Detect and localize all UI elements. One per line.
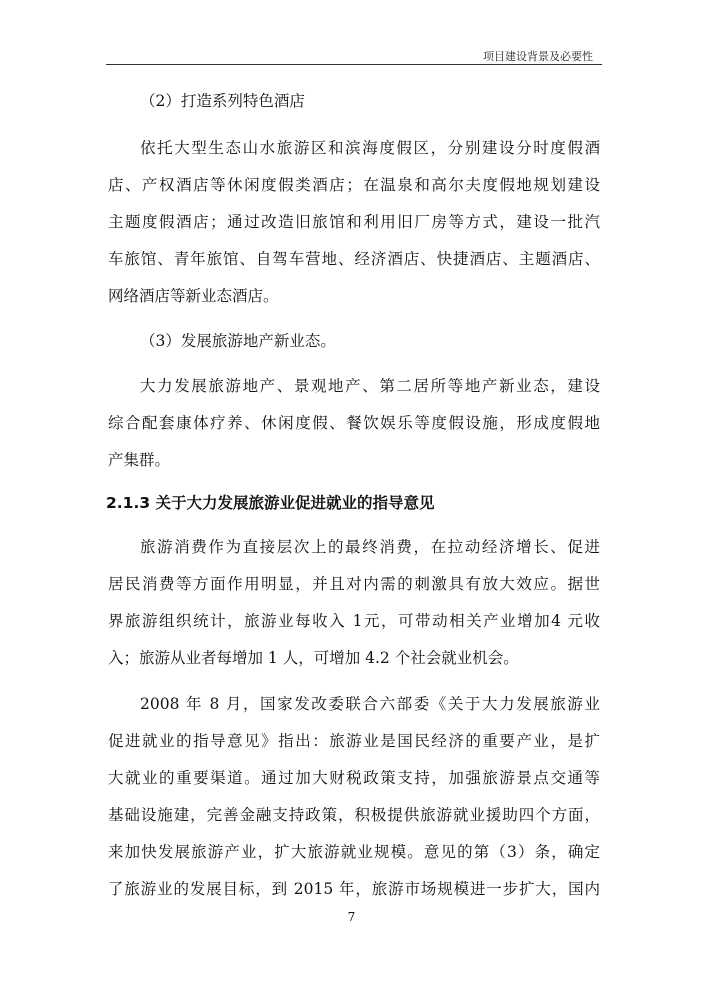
body-line: 旅游消费作为直接层次上的最终消费，在拉动经济增长、促进 — [140, 538, 600, 556]
body-line: 主题度假酒店；通过改造旧旅馆和利用旧厂房等方式，建设一批汽 — [108, 213, 600, 231]
page-number: 7 — [347, 910, 356, 924]
section-heading-2-1-3: 2.1.3 关于大力发展旅游业促进就业的指导意见 — [106, 494, 435, 512]
body-line: 促进就业的指导意见》指出：旅游业是国民经济的重要产业，是扩 — [108, 732, 600, 750]
body-line: 依托大型生态山水旅游区和滨海度假区，分别建设分时度假酒 — [140, 139, 600, 157]
body-line: 大力发展旅游地产、景观地产、第二居所等地产新业态，建设 — [140, 377, 600, 395]
header-rule — [106, 64, 602, 65]
body-line: 居民消费等方面作用明显，并且对内需的刺激具有放大效应。据世 — [108, 575, 600, 593]
body-line: 入；旅游从业者每增加 1 人，可增加 4.2 个社会就业机会。 — [108, 649, 519, 667]
body-line: 2008 年 8 月，国家发改委联合六部委《关于大力发展旅游业 — [140, 695, 600, 713]
body-line: 基础设施建，完善金融支持政策，积极提供旅游就业援助四个方面， — [108, 806, 600, 824]
body-line: 大就业的重要渠道。通过加大财税政策支持，加强旅游景点交通等 — [108, 769, 600, 787]
body-line: 来加快发展旅游产业，扩大旅游就业规模。意见的第（3）条，确定 — [108, 843, 600, 861]
running-header: 项目建设背景及必要性 — [483, 50, 593, 63]
body-line: 店、产权酒店等休闲度假类酒店；在温泉和高尔夫度假地规划建设 — [108, 176, 600, 194]
body-line: 综合配套康体疗养、休闲度假、餐饮娱乐等度假设施，形成度假地 — [108, 414, 600, 432]
body-line: 了旅游业的发展目标，到 2015 年，旅游市场规模进一步扩大，国内 — [108, 880, 600, 898]
body-line: 网络酒店等新业态酒店。 — [108, 287, 279, 305]
body-line: 产集群。 — [108, 451, 171, 469]
subheading-2: （2）打造系列特色酒店 — [140, 92, 305, 110]
body-line: 车旅馆、青年旅馆、自驾车营地、经济酒店、快捷酒店、主题酒店、 — [108, 250, 600, 268]
subheading-3: （3）发展旅游地产新业态。 — [140, 332, 336, 350]
body-line: 界旅游组织统计，旅游业每收入 1元，可带动相关产业增加4 元收 — [108, 612, 600, 630]
